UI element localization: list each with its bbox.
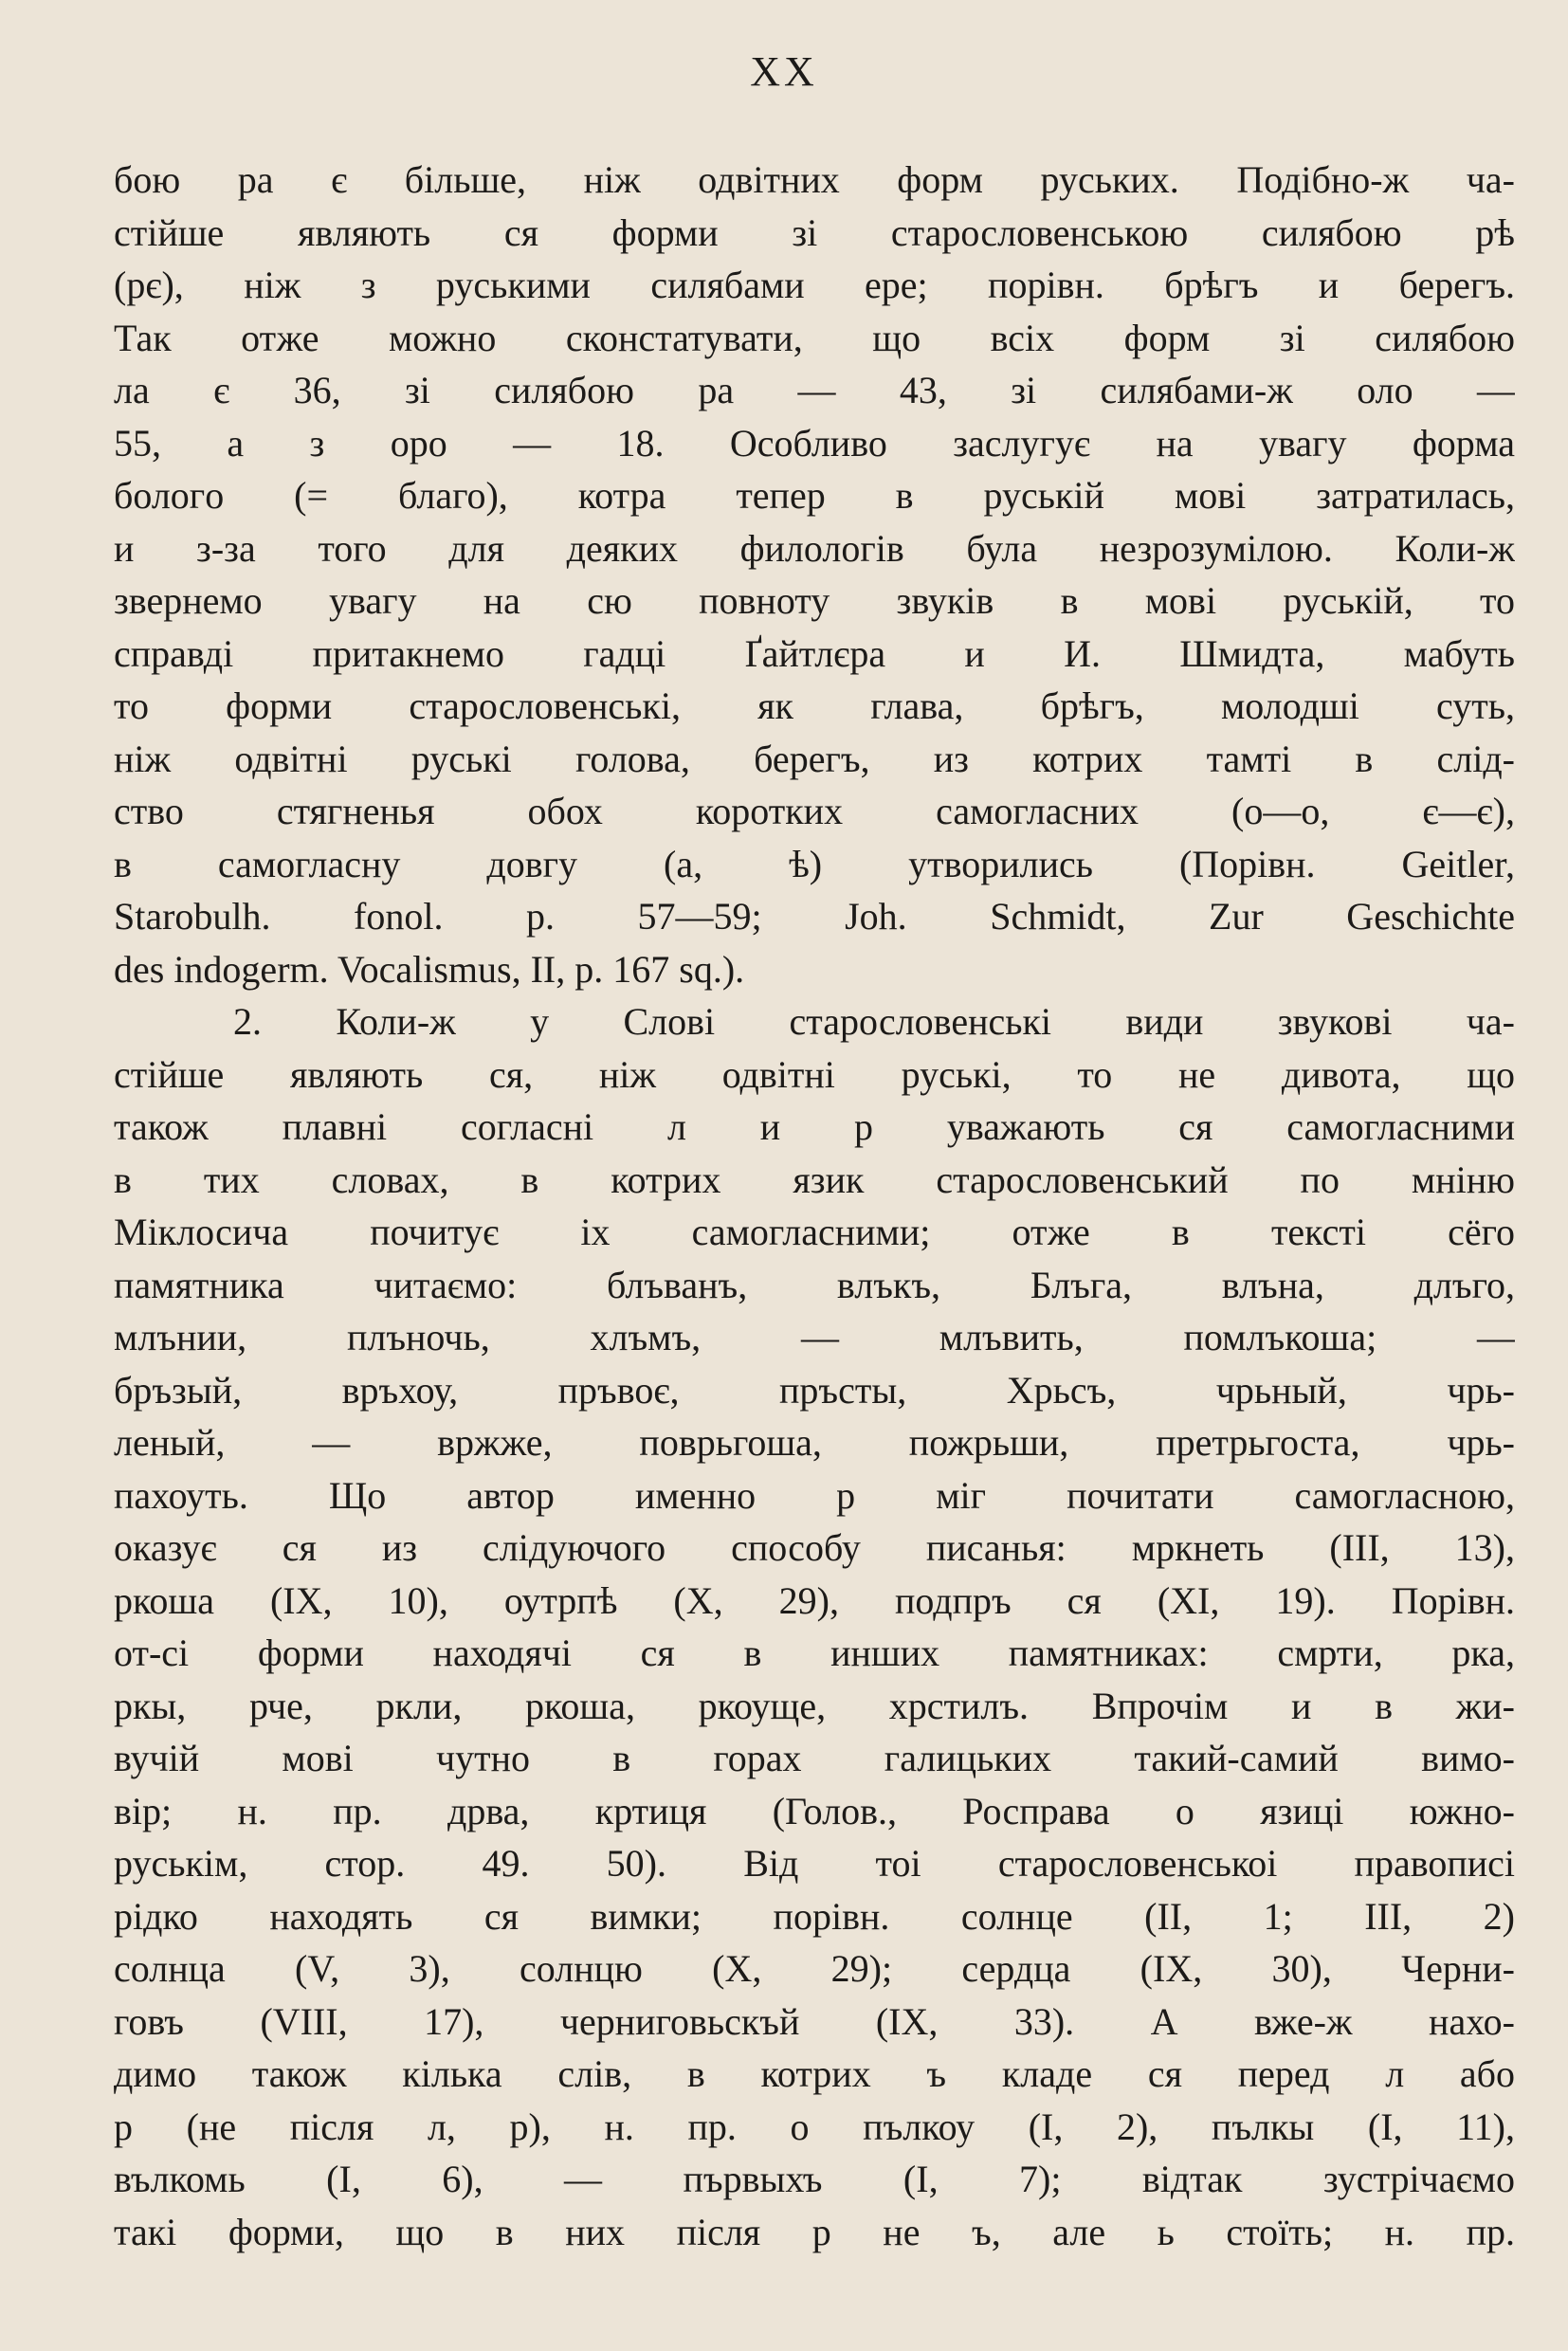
text-line: говъ (VIII, 17), черниговьскъй (IX, 33). А вже-ж нахо- (114, 1999, 1515, 2043)
text-line: справді притакнемо гадці Ґайтлєра и И. Шмидта, мабуть (114, 631, 1515, 675)
text-line: стійше являють ся, ніж одвітні руські, то не дивота, що (114, 1052, 1515, 1096)
text-line: (рє), ніж з руськими силябами ере; порівн. брѣгъ и берегъ. (114, 264, 1515, 306)
text-line: вълкомь (I, 6), — първыхъ (I, 7); відтак зустрічаємо (114, 2158, 1515, 2200)
text-line: то форми старословенські, як глава, брѣгъ, молодші суть, (114, 684, 1515, 727)
text-line: р (не після л, р), н. пр. о пълкоу (I, 2), пълкы (I, 11), (114, 2105, 1515, 2148)
text-line: також плавні согласні л и р уважають ся самогласними (114, 1105, 1515, 1148)
text-line: стійше являють ся форми зі старословенською силябою рѣ (114, 210, 1515, 254)
page-number: XX (750, 48, 818, 95)
text-line: леный, — вржже, поврьгоша, пожрьши, претрьгоста, чрь- (114, 1421, 1515, 1464)
text-line: бологo (= благо), котра тепер в руській мові затратилась, (114, 474, 1515, 517)
text-line: ство стягненья обох коротких самогласних (о—о, є—є), (114, 790, 1515, 832)
text-line: ла є 36, зі силябою ра — 43, зі силябами-ж оло — (114, 369, 1515, 411)
text-line: памятника читаємо: блъванъ, влъкъ, Блъга, влъна, длъго, (114, 1263, 1515, 1306)
text-line: 55, а з оро — 18. Особливо заслугує на увагу форма (114, 421, 1515, 465)
text-line: от-сі форми находячі ся в инших памятниках: смрти, рка, (114, 1631, 1515, 1674)
text-line: вір; н. пр. дрва, кртиця (Голов., Росправа о язиці южно- (114, 1789, 1515, 1832)
text-line: солнца (V, 3), солнцю (X, 29); сердца (IX, 30), Черни- (114, 1947, 1515, 1990)
body-text (114, 154, 1515, 2258)
text-line: димо також кілька слів, в котрих ъ кладе ся перед л або (114, 2052, 1515, 2095)
text-line: в тих словах, в котрих язик старословенський по мніню (114, 1157, 1515, 1201)
text-line: ркы, рче, ркли, ркоша, ркоуще, хрстилъ. Впрочім и в жи- (114, 1684, 1515, 1727)
text-line: вучій мові чутно в горах галицьких такий-самий вимо- (114, 1737, 1515, 1779)
text-line: в самогласну довгу (а, ѣ) утворились (Порівн. Geitler, (114, 842, 1515, 885)
text-line: оказує ся из слідуючого способу писанья: мркнеть (III, 13), (114, 1526, 1515, 1569)
text-line: Так отже можно сконстатувати, що всіх форм зі силябою (114, 316, 1515, 359)
text-line: и з-за того для деяких филологів була незрозумілою. Коли-ж (114, 526, 1515, 570)
text-line: Міклосича почитує іх самогласними; отже в тексті сёго (114, 1211, 1515, 1253)
text-line: рідко находять ся вимки; порівн. солнце (II, 1; III, 2) (114, 1894, 1515, 1938)
text-line: такі форми, що в них після р не ъ, але ь стоїть; н. пр. (114, 2210, 1515, 2253)
text-line: звернемо увагу на сю повноту звуків в мові руській, то (114, 579, 1515, 622)
text-line: ркоша (IX, 10), оутрпѣ (X, 29), подпръ ся (XI, 19). Порівн. (114, 1578, 1515, 1622)
text-line: des indogerm. Vocalismus, II, p. 167 sq.). (114, 947, 745, 991)
text-line: пахоуть. Що автор именно р міг почитати самогласною, (114, 1473, 1515, 1517)
paragraph-start-line: 2. Коли-ж у Слові старословенські види звукові ча- (233, 1000, 1515, 1043)
text-line: ніж одвітні руські голова, берегъ, из котрих тамті в слід- (114, 737, 1515, 780)
text-line: млънии, плъночь, хлъмъ, — млъвить, помлъкоша; — (114, 1316, 1515, 1358)
text-line: руськім, стор. 49. 50). Від тоі старословенськоі правописі (114, 1842, 1515, 1885)
text-line: Starobulh. fonol. p. 57—59; Joh. Schmidt, Zur Geschichte (114, 895, 1515, 938)
text-line: бръзый, връхоу, пръвоє, пръсты, Хрьсъ, чрьный, чрь- (114, 1368, 1515, 1412)
text-line: бою ра є більше, ніж одвітних форм руських. Подібно-ж ча- (114, 158, 1515, 201)
